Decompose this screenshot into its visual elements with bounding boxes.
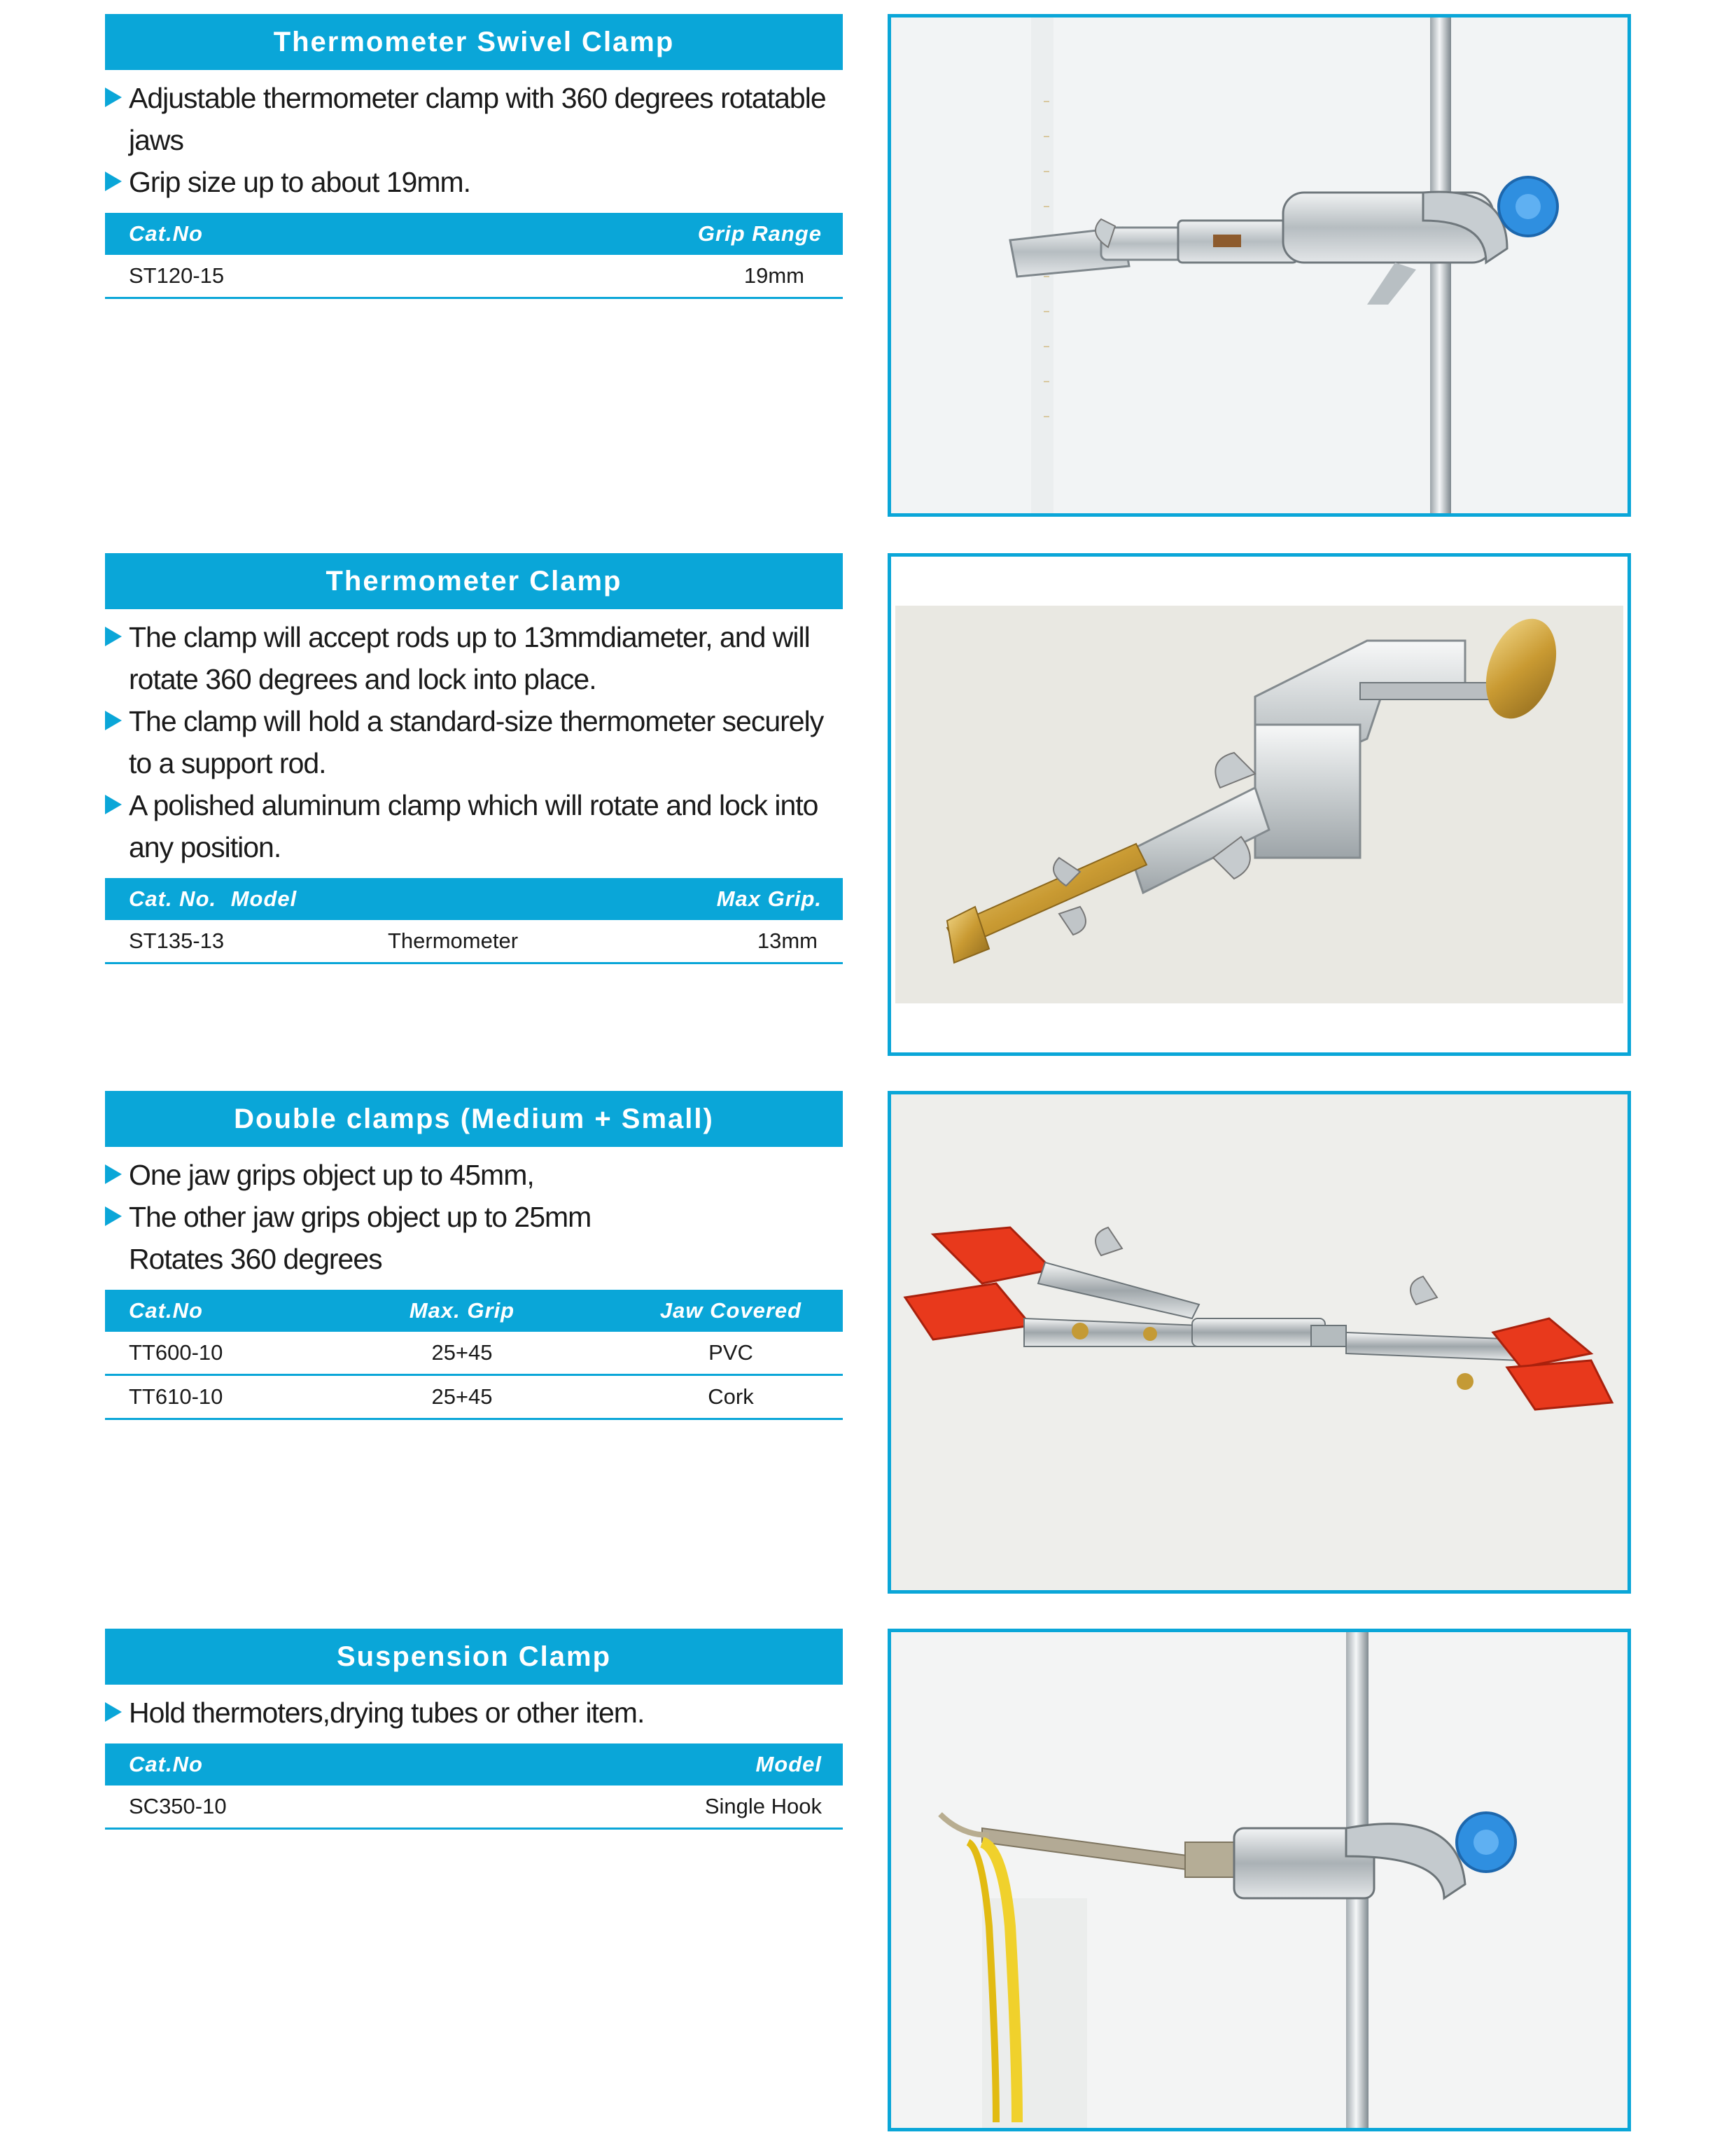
header-cat-no: Cat. No. [129, 886, 217, 911]
cell-cat-no: TT600-10 [129, 1340, 223, 1365]
bullet-list [105, 1154, 843, 1280]
bullet-arrow-icon [105, 1164, 122, 1184]
section-title: Thermometer Clamp [105, 553, 843, 609]
header-jaw-covered: Jaw Covered [659, 1298, 802, 1323]
table-row [105, 1376, 843, 1420]
section-thermometer-clamp [105, 553, 843, 964]
cell-cat-no: SC350-10 [129, 1794, 227, 1818]
cell-jaw-covered: Cork [708, 1384, 754, 1409]
bullet-item: The clamp will hold a standard-size thermometer securely to a support rod. [105, 700, 843, 784]
section-title: Thermometer Swivel Clamp [105, 14, 843, 70]
spec-table [105, 1290, 843, 1420]
cell-max-grip: 25+45 [431, 1384, 493, 1409]
header-cat-no: Cat.No [129, 1752, 203, 1776]
table-row [105, 1332, 843, 1376]
table-row [105, 1785, 843, 1830]
bullet-list [105, 1692, 843, 1734]
bullet-list [105, 616, 843, 868]
cell-cat-no: ST120-15 [129, 263, 225, 288]
section-suspension-clamp [105, 1629, 843, 1830]
suspension-clamp-photo [888, 1629, 1631, 2131]
section-title: Double clamps (Medium + Small) [105, 1091, 843, 1147]
header-model: Model [230, 886, 298, 911]
bullet-item: The clamp will accept rods up to 13mmdiameter, and will rotate 360 degrees and lock into place. [105, 616, 843, 700]
table-header [105, 1743, 843, 1785]
thermometer-clamp-photo [888, 553, 1631, 1056]
bullet-arrow-icon [105, 795, 122, 814]
bullet-arrow-icon [105, 1702, 122, 1722]
bullet-item: Hold thermoters,drying tubes or other item. [105, 1692, 843, 1734]
header-max-grip: Max. Grip [409, 1298, 515, 1323]
table-header [105, 878, 843, 920]
table-header [105, 213, 843, 255]
spec-table [105, 1743, 843, 1830]
double-clamp-illustration [891, 1094, 1628, 1590]
table-header [105, 1290, 843, 1332]
bullet-item: The other jaw grips object up to 25mm [105, 1196, 843, 1238]
bullet-item: One jaw grips object up to 45mm, [105, 1154, 843, 1196]
cell-max-grip: 13mm [757, 928, 818, 953]
bullet-arrow-icon [105, 1206, 122, 1226]
header-grip-range: Grip Range [697, 221, 822, 246]
suspension-clamp-illustration [891, 1632, 1628, 2128]
bullet-arrow-icon [105, 627, 122, 646]
cell-grip-range: 19mm [743, 263, 804, 288]
double-clamp-photo [888, 1091, 1631, 1594]
bullet-item: Grip size up to about 19mm. [105, 161, 843, 203]
thermometer-clamp-illustration [891, 557, 1628, 1052]
section-title: Suspension Clamp [105, 1629, 843, 1685]
header-model: Model [755, 1752, 822, 1776]
bullet-arrow-icon [105, 172, 122, 191]
bullet-arrow-icon [105, 711, 122, 730]
bullet-item: A polished aluminum clamp which will rotate and lock into any position. [105, 784, 843, 868]
table-row [105, 920, 843, 964]
swivel-clamp-illustration [891, 18, 1628, 513]
header-cat-no: Cat.No [129, 221, 203, 246]
cell-max-grip: 25+45 [431, 1340, 493, 1365]
section-swivel-clamp [105, 14, 843, 299]
table-row [105, 255, 843, 299]
cell-model: Single Hook [704, 1794, 822, 1818]
spec-table [105, 878, 843, 964]
cell-cat-no: ST135-13 [129, 928, 225, 953]
bullet-item: Rotates 360 degrees [129, 1243, 382, 1275]
header-cat-no: Cat.No [129, 1298, 203, 1323]
header-max-grip: Max Grip. [716, 886, 822, 911]
section-double-clamps [105, 1091, 843, 1420]
swivel-clamp-photo [888, 14, 1631, 517]
bullet-item: Adjustable thermometer clamp with 360 degrees rotatable jaws [105, 77, 843, 161]
cell-jaw-covered: PVC [708, 1340, 753, 1365]
cell-cat-no: TT610-10 [129, 1384, 223, 1409]
bullet-list [105, 77, 843, 203]
bullet-arrow-icon [105, 88, 122, 107]
cell-model: Thermometer [387, 928, 519, 953]
spec-table [105, 213, 843, 299]
